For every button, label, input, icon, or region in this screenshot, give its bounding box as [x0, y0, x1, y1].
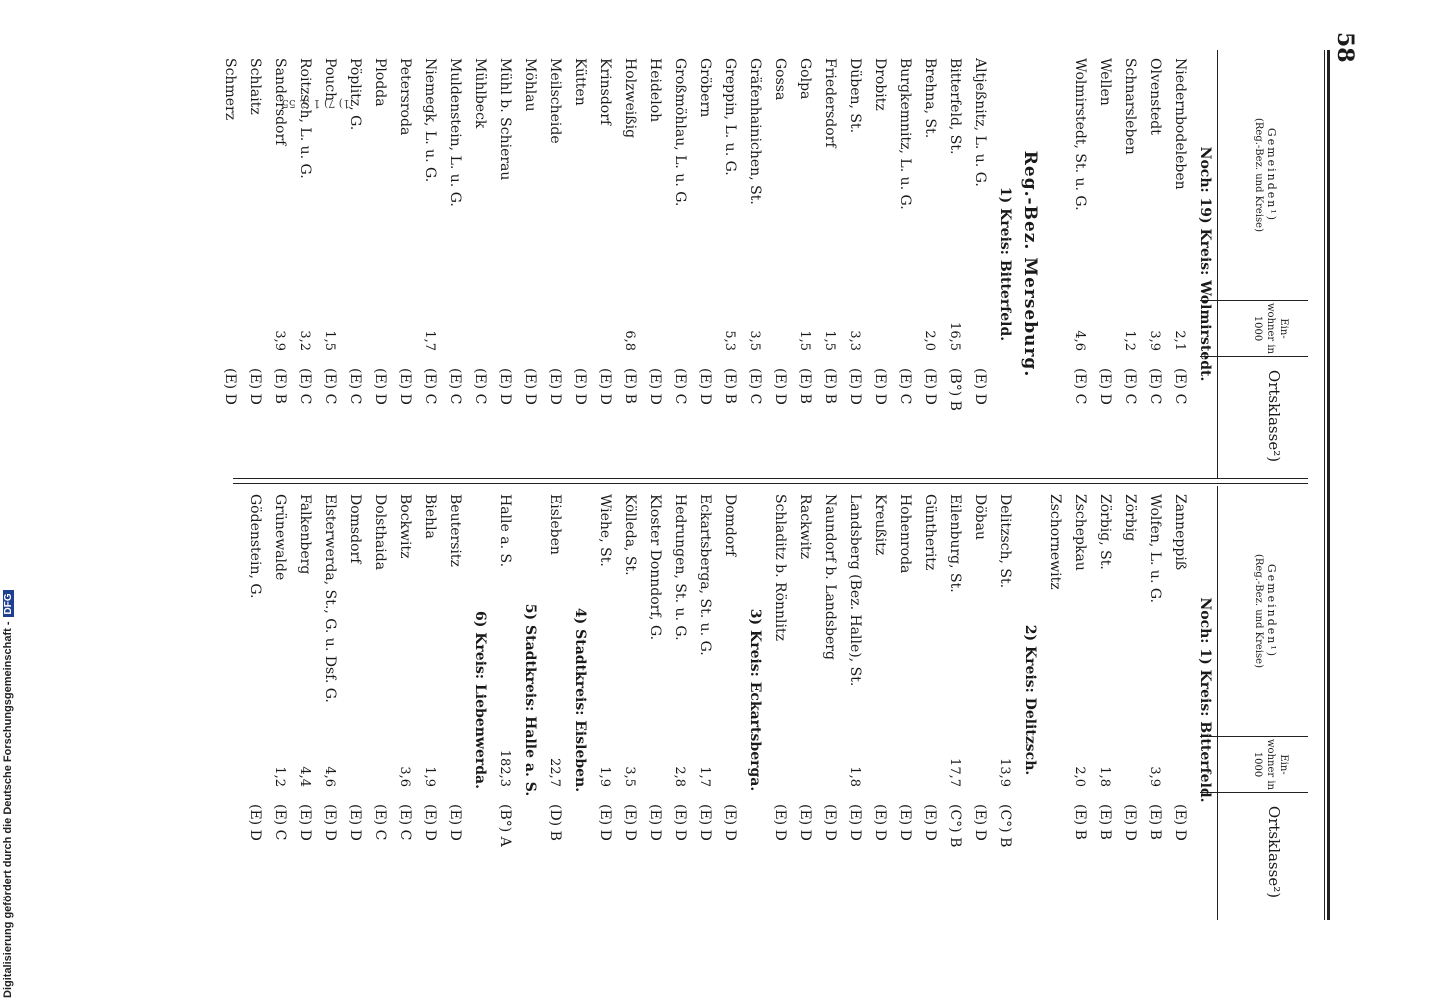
ortsklasse-value: (E) D: [497, 368, 513, 405]
einwohner-value: 1,2: [1122, 330, 1137, 351]
gemeinde-name: Heideloh: [647, 58, 663, 123]
ortsklasse-value: (E) D: [822, 804, 838, 841]
gemeinde-name: Kütten: [572, 58, 588, 106]
ortsklasse-value: (E) B: [1147, 804, 1163, 840]
section-heading: [517, 486, 542, 920]
einwohner-value: 3,6: [397, 766, 412, 787]
gemeinde-name: Pöplitz, G.: [347, 58, 363, 131]
table-row: [242, 486, 267, 920]
einwohner-value: 1,9: [422, 766, 437, 787]
einwohner-value: 2,1: [1172, 330, 1187, 351]
ortsklasse-value: (D) B: [547, 804, 563, 841]
page-number: 58: [1332, 32, 1358, 63]
gemeinde-name: 1) Kreis: Bitterfeld.: [997, 186, 1013, 342]
einwohner-value: 4,6: [1072, 330, 1087, 351]
gemeinde-name: Kölleda, St.: [622, 494, 638, 576]
gemeinde-name: 2) Kreis: Delitzsch.: [1022, 624, 1038, 776]
rows-left: [242, 486, 1217, 920]
table-row: [417, 486, 442, 920]
einwohner-value: 1,2: [272, 766, 287, 787]
ortsklasse-value: (E) D: [647, 368, 663, 405]
ortsklasse-value: (E) B: [1072, 804, 1088, 840]
einwohner-value: 1,5: [322, 330, 337, 351]
ortsklasse-value: (B°) A: [497, 804, 513, 847]
gemeinde-name: Drobitz: [872, 58, 888, 111]
ortsklasse-value: (E) B: [272, 368, 288, 404]
section-heading: [1017, 50, 1042, 478]
ortsklasse-value: (E) D: [547, 368, 563, 405]
table-row: [967, 486, 992, 920]
gemeinde-name: Roitzsch, L. u. G.: [297, 58, 313, 179]
ortsklasse-value: (E) D: [672, 804, 688, 841]
table-row: [217, 50, 242, 478]
gemeinde-name: Schladitz b. Rönnlitz: [772, 494, 788, 641]
gemeinde-name: Schmerz: [222, 58, 238, 121]
table-row: [992, 486, 1017, 920]
einwohner-value: 4,4: [297, 766, 312, 787]
gemeinde-name: Halle a. S.: [497, 494, 513, 568]
gemeinde-name: Beutersitz: [447, 494, 463, 567]
table-row: [642, 486, 667, 920]
einwohner-value: 3,9: [272, 330, 287, 351]
gemeinde-name: Burgkemnitz, L. u. G.: [897, 58, 913, 210]
gemeinde-name: Wellen: [1097, 58, 1113, 106]
einwohner-value: 1,5: [822, 330, 837, 351]
gemeinde-name: Hedrungen, St. u. G.: [672, 494, 688, 641]
gemeinde-name: 6) Kreis: Liebenwerda.: [472, 611, 488, 789]
table-row: [667, 486, 692, 920]
gemeinde-name: Eilenburg, St.: [947, 494, 963, 593]
ortsklasse-value: (E) B: [797, 368, 813, 404]
gemeinde-name: Döbau: [972, 494, 988, 540]
credit-text: Digitalisierung gefördert durch die Deutsche Forschungsgemeinschaft -: [2, 621, 14, 998]
table-row: [967, 50, 992, 478]
table-row: [1167, 50, 1192, 478]
gemeinde-name: Holzweißig: [622, 58, 638, 139]
table-row: [242, 50, 267, 478]
ortsklasse-value: (E) D: [247, 368, 263, 405]
table-header: [1217, 486, 1308, 920]
einwohner-value: 2,8: [672, 766, 687, 787]
ortsklasse-value: (E) D: [972, 804, 988, 841]
gemeinde-name: Noch: 19) Kreis: Wolmirstedt.: [1197, 146, 1213, 382]
table-row: [467, 50, 492, 478]
table-row: [842, 486, 867, 920]
ortsklasse-value: (E) B: [1097, 804, 1113, 840]
section-heading: [467, 486, 492, 920]
gemeinde-name: Gröbern: [697, 58, 713, 118]
table-row: [717, 50, 742, 478]
einwohner-value: 5,3: [722, 330, 737, 351]
ortsklasse-value: (E) D: [347, 804, 363, 841]
gemeinde-name: Gödenstein, G.: [247, 494, 263, 599]
einwohner-value: 3,5: [622, 766, 637, 787]
einwohner-value: 3,9: [1147, 766, 1162, 787]
ortsklasse-value: (E) D: [797, 804, 813, 841]
einwohner-value: 2,0: [922, 330, 937, 351]
ortsklasse-value: (E) C: [747, 368, 763, 405]
section-heading: [742, 486, 767, 920]
einwohner-value: 1,7: [697, 766, 712, 787]
gemeinde-name: Landsberg (Bez. Halle), St.: [847, 494, 863, 687]
ortsklasse-value: (E) C: [447, 368, 463, 405]
table-row: [917, 50, 942, 478]
gemeinde-name: Petersroda: [397, 58, 413, 136]
section-heading: [1042, 50, 1067, 478]
gemeinde-name: Meilscheide: [547, 58, 563, 144]
ortsklasse-value: (E) C: [297, 368, 313, 405]
einwohner-value: 1,8: [1097, 766, 1112, 787]
table-row: [542, 50, 567, 478]
gemeinde-name: Kreußitz: [872, 494, 888, 556]
einwohner-value: 17,7: [947, 758, 962, 787]
gemeinde-name: 4) Stadtkreis: Eisleben.: [572, 607, 588, 793]
column-divider: [233, 478, 1308, 479]
table-row: [767, 486, 792, 920]
table-row: [892, 50, 917, 478]
gemeinde-name: Olvenstedt: [1147, 58, 1163, 135]
ortsklasse-value: (E) D: [597, 368, 613, 405]
table-row: [1142, 486, 1167, 920]
gemeinde-name: Bockwitz: [397, 494, 413, 559]
gemeinde-name: Naundorf b. Landsberg: [822, 494, 838, 660]
header-gemeinden-sub: (Reg.-Bez. und Kreise): [1253, 554, 1264, 668]
ortsklasse-value: (E) D: [1172, 804, 1188, 841]
section-heading: [1192, 50, 1217, 478]
table-row: [492, 486, 517, 920]
table-row: [942, 50, 967, 478]
ortsklasse-value: (E) D: [697, 368, 713, 405]
table-row: [1117, 486, 1142, 920]
ortsklasse-value: (E) D: [397, 368, 413, 405]
einwohner-value: 22,7: [547, 758, 562, 787]
ortsklasse-value: (E) D: [772, 804, 788, 841]
einwohner-value: 3,9: [1147, 330, 1162, 351]
table-row: [342, 486, 367, 920]
gemeinde-name: Zschepkau: [1072, 494, 1088, 571]
einwohner-value: 1,7: [422, 330, 437, 351]
table-row: [1042, 486, 1067, 920]
gemeinde-name: Gräfenhainichen, St.: [747, 58, 763, 205]
table-row: [817, 486, 842, 920]
header-ortsklasse: Ortsklasse²): [1265, 805, 1283, 899]
column-divider: [233, 483, 1308, 484]
ortsklasse-value: (E) C: [347, 368, 363, 405]
table-row: [1092, 50, 1117, 478]
ortsklasse-value: (E) D: [297, 804, 313, 841]
ortsklasse-value: (E) D: [847, 804, 863, 841]
gemeinde-name: Gossa: [772, 58, 788, 101]
ortsklasse-value: (E) D: [922, 368, 938, 405]
section-heading: [567, 486, 592, 920]
ortsklasse-value: (E) C: [322, 368, 338, 405]
gemeinde-name: Kloster Donndorf, G.: [647, 494, 663, 641]
einwohner-value: 4,6: [322, 766, 337, 787]
ortsklasse-value: (E) C: [1172, 368, 1188, 405]
ortsklasse-value: (E) D: [622, 804, 638, 841]
table-row: [867, 50, 892, 478]
ortsklasse-value: (E) C: [1072, 368, 1088, 405]
rows-right: [217, 50, 1217, 478]
table-row: [267, 50, 292, 478]
gemeinde-name: Wolfen, L. u. G.: [1147, 494, 1163, 603]
rotated-page: [150, 32, 1358, 920]
ortsklasse-value: (E) C: [272, 804, 288, 841]
gemeinde-name: Muldenstein, L. u. G.: [447, 58, 463, 207]
ortsklasse-value: (E) C: [397, 804, 413, 841]
table-row: [942, 486, 967, 920]
ortsklasse-value: (E) B: [722, 368, 738, 404]
gemeinde-name: Friedersdorf: [822, 58, 838, 148]
table-row: [567, 50, 592, 478]
table-row: [592, 50, 617, 478]
table-row: [1167, 486, 1192, 920]
ortsklasse-value: (B°) B: [947, 368, 963, 411]
ortsklasse-value: (E) D: [322, 804, 338, 841]
table-row: [642, 50, 667, 478]
ortsklasse-value: (E) C: [1147, 368, 1163, 405]
table-row: [367, 50, 392, 478]
einwohner-value: 16,5: [947, 322, 962, 351]
table-half-left: [233, 486, 1308, 920]
digitization-credit: [2, 590, 14, 998]
table-row: [1142, 50, 1167, 478]
header-einwohner: Ein- wohner in 1000: [1200, 736, 1308, 793]
table-row: [617, 50, 642, 478]
table-row: [367, 486, 392, 920]
table-row: [917, 486, 942, 920]
gemeinde-name: Güntheritz: [922, 494, 938, 571]
table-row: [692, 50, 717, 478]
gemeinde-name: Sandersdorf: [272, 58, 288, 146]
ortsklasse-value: (E) D: [597, 804, 613, 841]
ortsklasse-value: (E) D: [847, 368, 863, 405]
table-row: [267, 486, 292, 920]
gemeinde-name: Zörbig, St.: [1097, 494, 1113, 570]
gemeinde-name: Mühlbeck: [472, 58, 488, 129]
table-row: [417, 50, 442, 478]
header-gemeinden-label: Gemeinden¹): [1265, 563, 1278, 659]
gemeinde-name: Wolmirstedt, St. u. G.: [1072, 58, 1088, 211]
dfg-logo: DFG: [3, 590, 14, 617]
ortsklasse-value: (E) D: [447, 804, 463, 841]
gemeinde-name: Mühl b. Schierau: [497, 58, 513, 181]
ortsklasse-value: (E) D: [922, 804, 938, 841]
einwohner-value: 1,8: [847, 766, 862, 787]
section-heading: [1017, 486, 1042, 920]
ortsklasse-value: (E) D: [1122, 804, 1138, 841]
table-row: [392, 486, 417, 920]
gemeinde-name: 3) Kreis: Eckartsberga.: [747, 608, 763, 792]
ortsklasse-value: (E) D: [722, 804, 738, 841]
einwohner-value: 1,9: [597, 766, 612, 787]
gemeinde-name: Schnarsleben: [1122, 58, 1138, 155]
ortsklasse-value: (E) D: [422, 804, 438, 841]
top-rule-thin: [1324, 50, 1325, 920]
table-row: [742, 50, 767, 478]
ortsklasse-value: (E) D: [872, 804, 888, 841]
ortsklasse-value: (E) C: [897, 368, 913, 405]
table-row: [492, 50, 517, 478]
table-row: [317, 50, 342, 478]
ortsklasse-value: (E) D: [872, 368, 888, 405]
ortsklasse-value: (E) B: [622, 368, 638, 404]
header-gemeinden-sub: (Reg.-Bez. und Kreise): [1253, 118, 1264, 232]
table-row: [817, 50, 842, 478]
table-row: [1067, 486, 1092, 920]
table-row: [717, 486, 742, 920]
gemeinde-name: Eisleben: [547, 494, 563, 555]
ortsklasse-value: (C°) B: [947, 804, 963, 848]
gemeinde-name: Pouch: [322, 58, 338, 102]
table-row: [792, 486, 817, 920]
ortsklasse-value: (E) D: [522, 368, 538, 405]
ortsklasse-value: (E) C: [1122, 368, 1138, 405]
table-row: [392, 50, 417, 478]
gemeinde-name: Hohenroda: [897, 494, 913, 574]
table-row: [1092, 486, 1117, 920]
gemeinde-name: Zschornewitz: [1047, 494, 1063, 590]
table-row: [1067, 50, 1092, 478]
table-row: [792, 50, 817, 478]
einwohner-value: 2,0: [1072, 766, 1087, 787]
ortsklasse-value: (E) D: [972, 368, 988, 405]
ortsklasse-value: (E) D: [647, 804, 663, 841]
ortsklasse-value: (E) C: [372, 804, 388, 841]
gemeinde-name: Domsdorf: [347, 494, 363, 564]
gemeinde-name: Golpa: [797, 58, 813, 100]
table-row: [617, 486, 642, 920]
table-row: [517, 50, 542, 478]
gemeinde-name: Rackwitz: [797, 494, 813, 559]
table-row: [292, 486, 317, 920]
ortsklasse-value: (E) D: [697, 804, 713, 841]
table-row: [442, 486, 467, 920]
table-row: [292, 50, 317, 478]
gemeinde-name: Brehna, St.: [922, 58, 938, 139]
einwohner-value: 3,5: [747, 330, 762, 351]
gemeinde-name: Falkenberg: [297, 494, 313, 575]
gemeinde-name: Krinsdorf: [597, 58, 613, 126]
table-row: [767, 50, 792, 478]
gemeinde-name: Niemegk, L. u. G.: [422, 58, 438, 183]
einwohner-value: 3,2: [297, 330, 312, 351]
table-row: [842, 50, 867, 478]
section-heading: [1192, 486, 1217, 920]
table-row: [867, 486, 892, 920]
gemeinde-name: Domdorf: [722, 494, 738, 557]
einwohner-value: 182,3: [497, 749, 512, 787]
einwohner-value: 13,9: [997, 758, 1012, 787]
gemeinde-name: Altjeßnitz, L. u. G.: [972, 58, 988, 187]
ortsklasse-value: (E) D: [897, 804, 913, 841]
gemeinde-name: Elsterwerda, St., G. u. Dsf. G.: [322, 494, 338, 703]
gemeinde-name: Delitzsch, St.: [997, 494, 1013, 589]
table-header: [1217, 50, 1308, 478]
ortsklasse-value: (E) D: [572, 368, 588, 405]
gemeinde-name: Zörbig: [1122, 494, 1138, 542]
header-einwohner: Ein- wohner in 1000: [1200, 300, 1308, 357]
table-row: [1117, 50, 1142, 478]
footer-note: 1) 7) 1 S. 55: [281, 97, 350, 110]
gemeinde-name: Dolsthaida: [372, 494, 388, 571]
gemeinde-name: Bitterfeld, St.: [947, 58, 963, 155]
table-row: [592, 486, 617, 920]
gemeinde-name: Grünewalde: [272, 494, 288, 581]
ortsklasse-value: (E) C: [672, 368, 688, 405]
gemeinde-name: Plodda: [372, 58, 388, 107]
table-row: [317, 486, 342, 920]
einwohner-value: 3,3: [847, 330, 862, 351]
gemeinde-name: Niedernbodeleben: [1172, 58, 1188, 190]
gemeinde-name: Noch: 1) Kreis: Bitterfeld.: [1197, 597, 1213, 803]
table-row: [667, 50, 692, 478]
einwohner-value: 6,8: [622, 330, 637, 351]
ortsklasse-value: (E) D: [372, 368, 388, 405]
einwohner-value: 1,5: [797, 330, 812, 351]
table-row: [442, 50, 467, 478]
gemeinde-name: Greppin, L. u. G.: [722, 58, 738, 176]
section-heading: [992, 50, 1017, 478]
ortsklasse-value: (E) B: [822, 368, 838, 404]
gemeinde-name: Reg.-Bez. Merseburg.: [1020, 150, 1040, 378]
gemeinde-name: 5) Stadtkreis: Halle a. S.: [522, 603, 538, 797]
table-row: [342, 50, 367, 478]
table-row: [542, 486, 567, 920]
table-half-right: [222, 50, 1308, 478]
ortsklasse-value: (E) C: [422, 368, 438, 405]
ortsklasse-value: (E) C: [472, 368, 488, 405]
top-rule: [1327, 50, 1330, 920]
gemeinde-name: Zanneppiß: [1172, 494, 1188, 571]
table-row: [692, 486, 717, 920]
table-row: [892, 486, 917, 920]
gemeinde-name: Biehla: [422, 494, 438, 539]
gemeinde-name: Eckartsberga, St. u. G.: [697, 494, 713, 656]
gemeinde-name: Großmöhlau, L. u. G.: [672, 58, 688, 207]
gemeinde-name: Wiehe, St.: [597, 494, 613, 567]
ortsklasse-value: (E) D: [222, 368, 238, 405]
header-gemeinden-label: Gemeinden¹): [1265, 127, 1278, 223]
ortsklasse-value: (E) D: [1097, 368, 1113, 405]
ortsklasse-value: (C°) B: [997, 804, 1013, 848]
header-ortsklasse: Ortsklasse²): [1265, 369, 1283, 463]
ortsklasse-value: (E) D: [772, 368, 788, 405]
gemeinde-name: Schlaitz: [247, 58, 263, 115]
gemeinde-name: Düben, St.: [847, 58, 863, 134]
gemeinde-name: Möhlau: [522, 58, 538, 112]
ortsklasse-value: (E) D: [247, 804, 263, 841]
